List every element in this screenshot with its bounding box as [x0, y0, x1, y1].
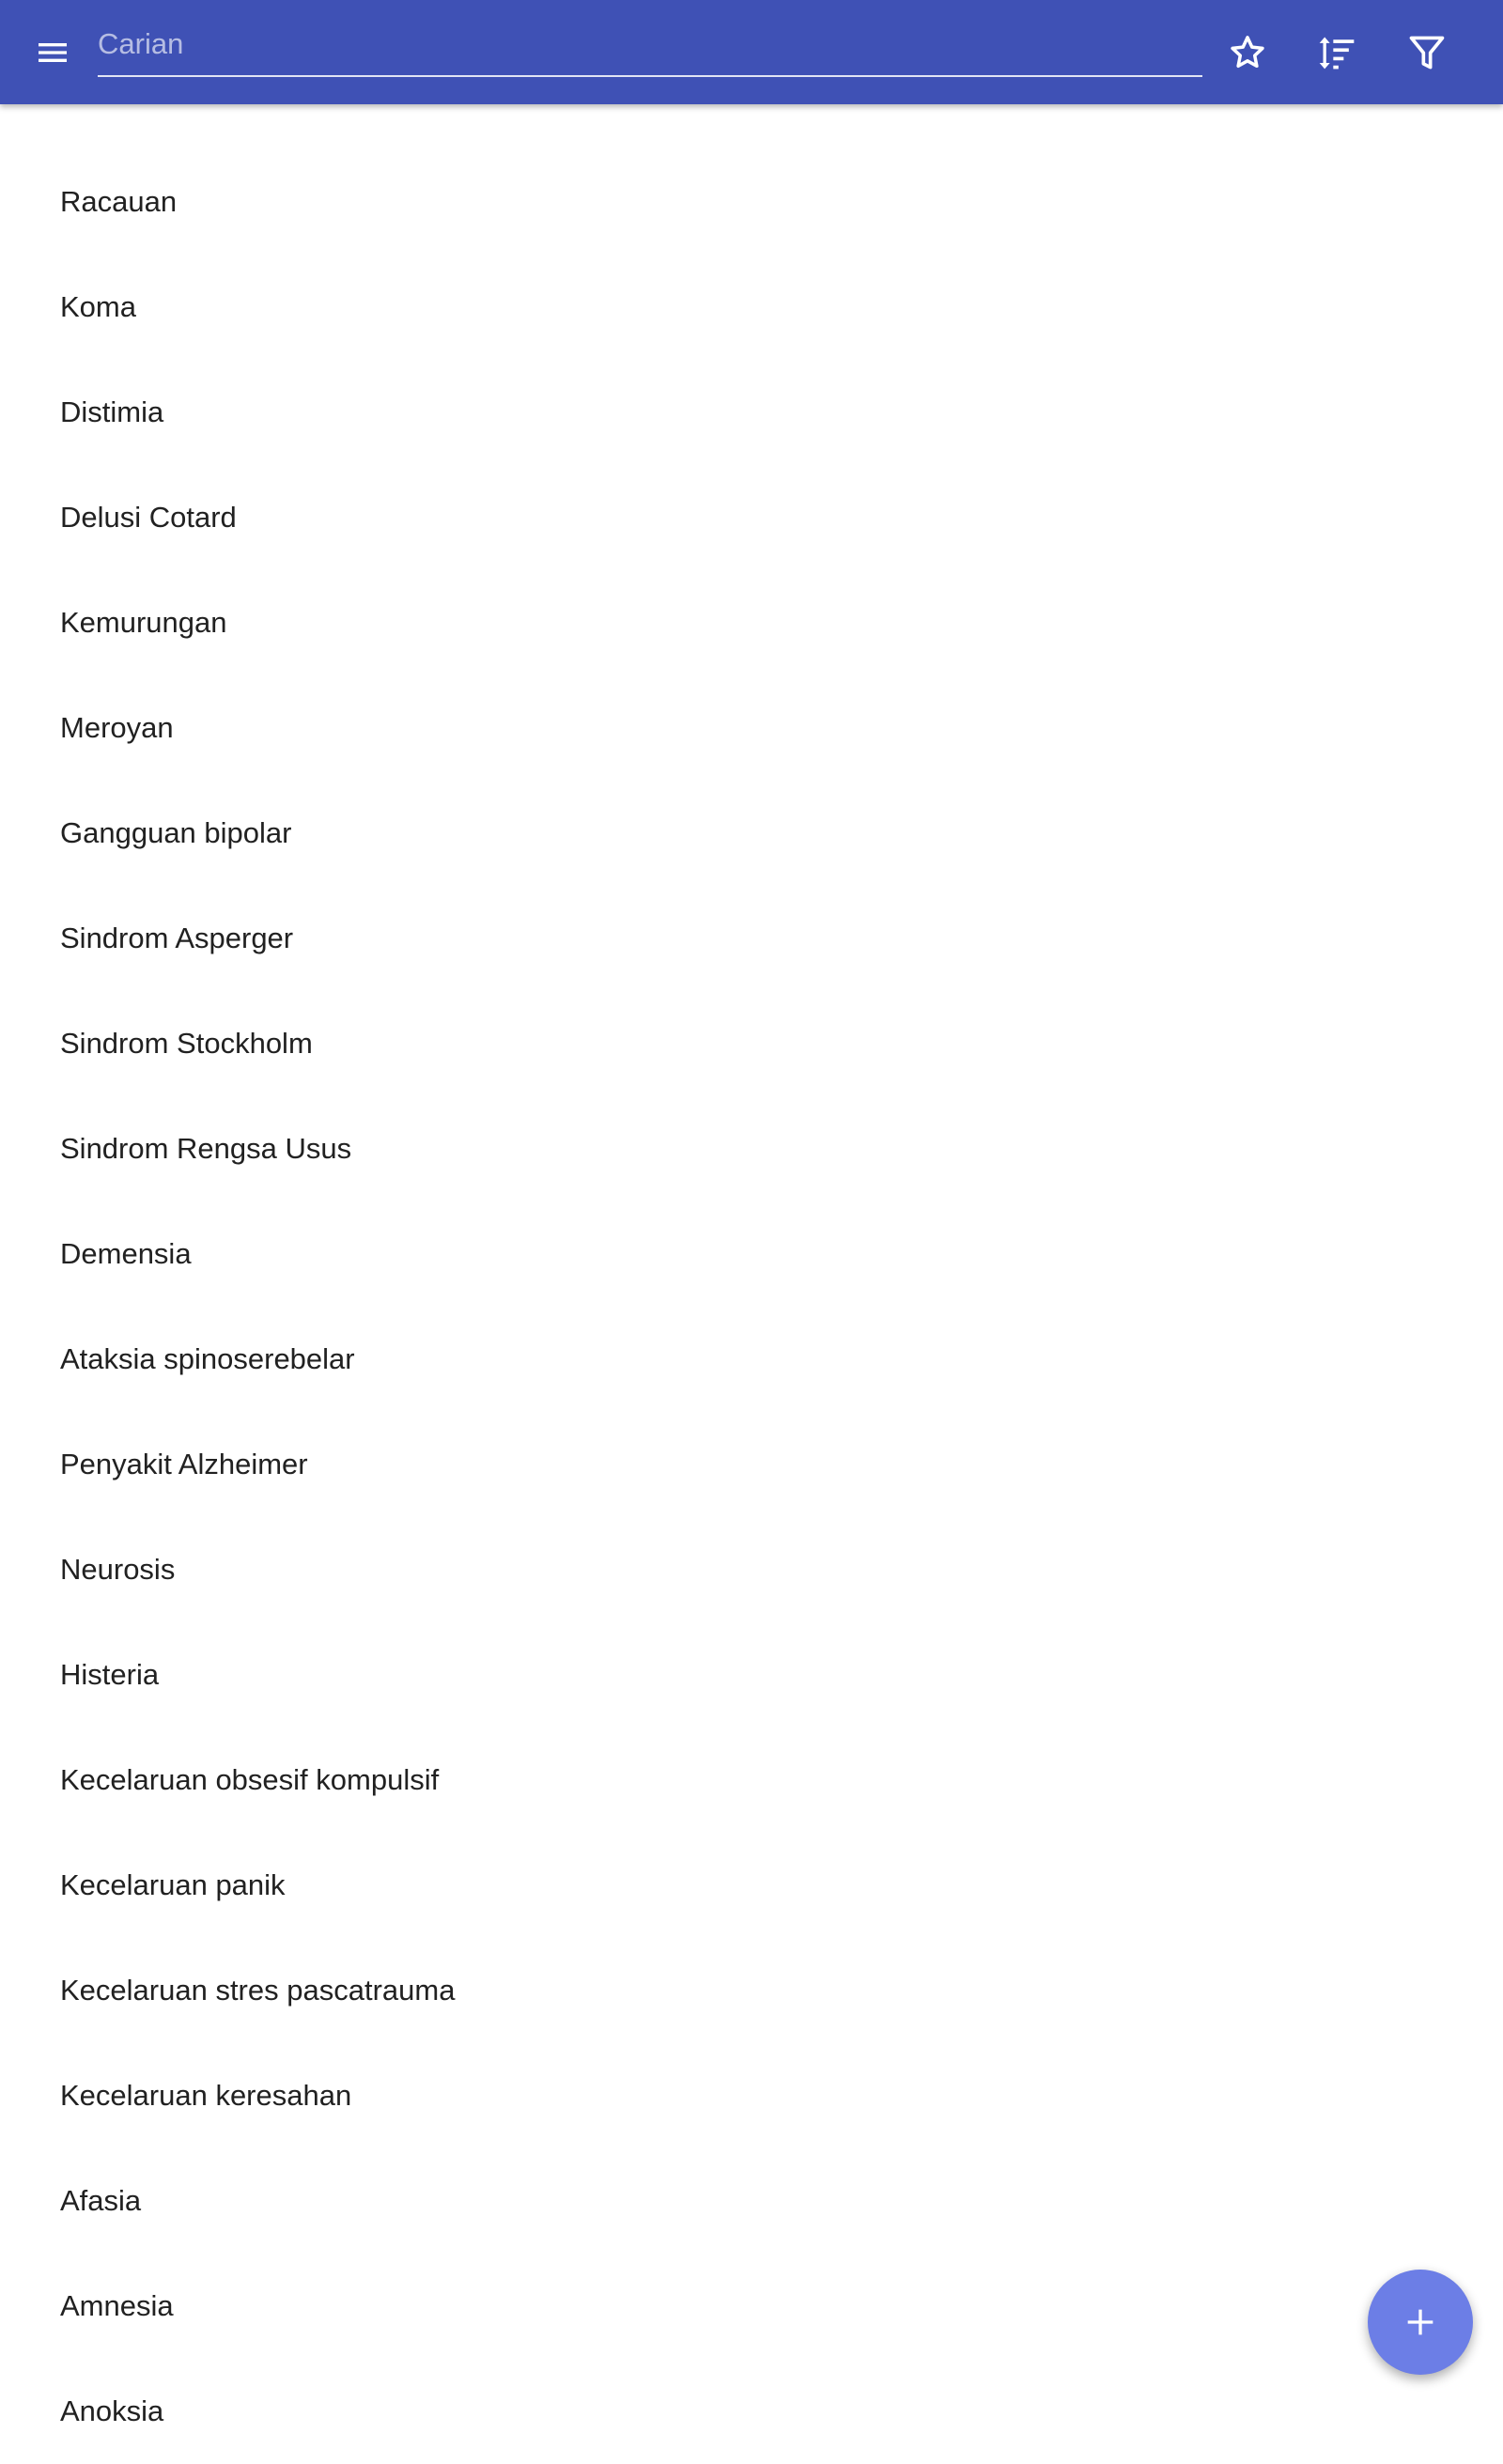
star-outline-icon: [1227, 32, 1268, 73]
list-item-label: Anoksia: [60, 2394, 164, 2427]
list-item[interactable]: [0, 570, 1503, 675]
list-item-label: Gangguan bipolar: [60, 816, 292, 849]
list-item[interactable]: [0, 1412, 1503, 1517]
list-item[interactable]: [0, 1517, 1503, 1622]
app-bar: [0, 0, 1503, 104]
list-item[interactable]: [0, 1938, 1503, 2043]
list-item-label: Sindrom Rengsa Usus: [60, 1132, 352, 1165]
list-item[interactable]: [0, 886, 1503, 991]
results-list: [0, 104, 1503, 2427]
list-item-label: Delusi Cotard: [60, 501, 237, 534]
list-item[interactable]: [0, 1307, 1503, 1412]
plus-icon: [1402, 2303, 1439, 2341]
list-item-label: Racauan: [60, 185, 178, 218]
filter-icon: [1406, 32, 1448, 73]
list-item-label: Sindrom Stockholm: [60, 1027, 313, 1060]
list-item-label: Koma: [60, 290, 136, 323]
list-item-label: Demensia: [60, 1237, 192, 1270]
search-field: [98, 17, 1202, 77]
list-item[interactable]: [0, 1096, 1503, 1201]
list-item[interactable]: [0, 1201, 1503, 1307]
hamburger-menu-icon: [34, 34, 71, 71]
list-item[interactable]: [0, 991, 1503, 1096]
list-item-label: Meroyan: [60, 711, 174, 744]
filter-button[interactable]: [1393, 19, 1461, 86]
list-item-label: Kecelaruan stres pascatrauma: [60, 1974, 456, 2007]
list-item-label: Afasia: [60, 2184, 142, 2217]
list-item[interactable]: [0, 360, 1503, 465]
search-input[interactable]: [98, 17, 1202, 71]
list-item[interactable]: [0, 781, 1503, 886]
list-item[interactable]: [0, 1833, 1503, 1938]
list-item[interactable]: [0, 675, 1503, 781]
list-item-label: Kemurungan: [60, 606, 227, 639]
list-item-label: Sindrom Asperger: [60, 922, 294, 954]
list-item-label: Kecelaruan panik: [60, 1868, 286, 1901]
list-item-label: Kecelaruan keresahan: [60, 2079, 352, 2112]
list-item[interactable]: [0, 1622, 1503, 1728]
list-item[interactable]: [0, 2043, 1503, 2148]
sort-icon: [1316, 32, 1357, 73]
list-item[interactable]: [0, 2148, 1503, 2254]
list-item-label: Histeria: [60, 1658, 160, 1691]
add-button[interactable]: [1368, 2270, 1473, 2375]
list-item-label: Amnesia: [60, 2289, 174, 2322]
list-item-label: Ataksia spinoserebelar: [60, 1342, 355, 1375]
list-item[interactable]: [0, 465, 1503, 570]
list-item[interactable]: [0, 149, 1503, 255]
list-item[interactable]: [0, 1728, 1503, 1833]
favorites-button[interactable]: [1214, 19, 1281, 86]
menu-button[interactable]: [19, 19, 86, 86]
sort-button[interactable]: [1303, 19, 1371, 86]
list-item[interactable]: [0, 255, 1503, 360]
list-item-label: Kecelaruan obsesif kompulsif: [60, 1763, 440, 1796]
list-item-label: Distimia: [60, 395, 164, 428]
list-item[interactable]: [0, 2254, 1503, 2359]
list-item[interactable]: [0, 2359, 1503, 2464]
list-item-label: Neurosis: [60, 1553, 176, 1586]
list-item-label: Penyakit Alzheimer: [60, 1448, 308, 1480]
